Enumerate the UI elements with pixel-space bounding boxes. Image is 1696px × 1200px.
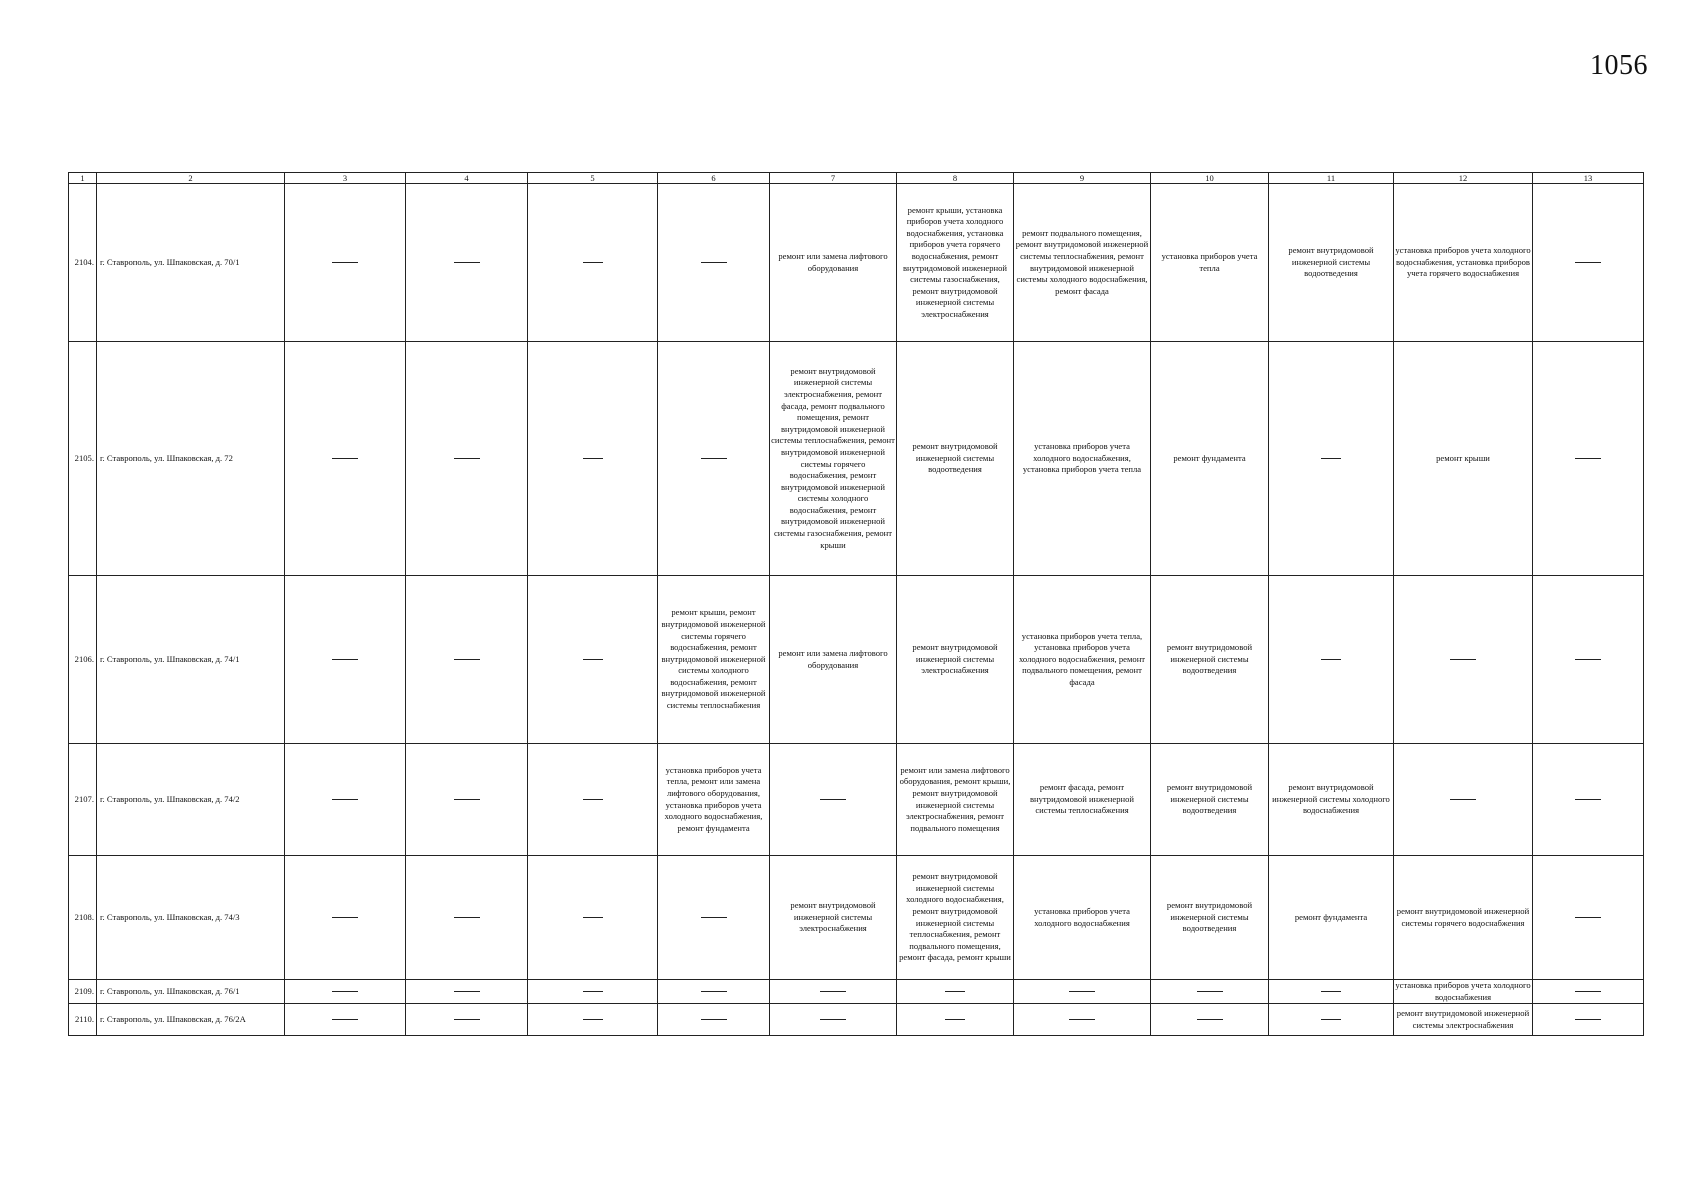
dash-mark bbox=[332, 659, 358, 660]
dash-mark bbox=[454, 917, 480, 918]
dash-mark bbox=[332, 262, 358, 263]
work-type-text: ремонт подвального помещения, ремонт внутридомовой инженерной системы теплоснабжения, ремонт внутридомовой инженерной системы холодного водоснабжения, ремонт фасада bbox=[1015, 227, 1149, 296]
work-type-text: ремонт фундамента bbox=[1173, 452, 1246, 463]
column-number-row bbox=[69, 173, 1644, 184]
dash-mark bbox=[583, 991, 603, 992]
work-type-cell bbox=[1014, 342, 1151, 576]
work-type-cell bbox=[1151, 342, 1269, 576]
dash-mark bbox=[332, 991, 358, 992]
dash-mark bbox=[454, 991, 480, 992]
work-type-cell bbox=[897, 856, 1014, 980]
empty-cell bbox=[1014, 980, 1151, 1004]
work-type-cell bbox=[770, 342, 897, 576]
empty-cell bbox=[285, 1004, 406, 1036]
empty-cell bbox=[1533, 856, 1644, 980]
column-number: 8 bbox=[897, 173, 1014, 184]
empty-cell bbox=[897, 1004, 1014, 1036]
empty-cell bbox=[528, 576, 658, 744]
work-type-cell bbox=[1014, 184, 1151, 342]
column-number: 2 bbox=[97, 173, 285, 184]
empty-cell bbox=[406, 744, 528, 856]
dash-mark bbox=[701, 1019, 727, 1020]
empty-cell bbox=[1269, 576, 1394, 744]
work-type-cell bbox=[1151, 576, 1269, 744]
empty-cell bbox=[528, 184, 658, 342]
dash-mark bbox=[820, 991, 846, 992]
empty-cell bbox=[1533, 1004, 1644, 1036]
work-type-text: ремонт или замена лифтового оборудования bbox=[778, 250, 888, 273]
dash-mark bbox=[701, 917, 727, 918]
empty-cell bbox=[658, 342, 770, 576]
empty-cell bbox=[1269, 342, 1394, 576]
empty-cell bbox=[285, 856, 406, 980]
table-row bbox=[69, 744, 1644, 856]
work-type-cell bbox=[1151, 856, 1269, 980]
column-number: 9 bbox=[1014, 173, 1151, 184]
work-type-text: ремонт или замена лифтового оборудования bbox=[778, 647, 888, 670]
work-type-cell bbox=[1394, 342, 1533, 576]
empty-cell bbox=[528, 980, 658, 1004]
empty-cell bbox=[1533, 576, 1644, 744]
row-number: 2105. bbox=[69, 342, 97, 576]
dash-mark bbox=[332, 799, 358, 800]
empty-cell bbox=[1269, 1004, 1394, 1036]
empty-cell bbox=[1533, 342, 1644, 576]
empty-cell bbox=[285, 744, 406, 856]
work-type-cell bbox=[1014, 744, 1151, 856]
dash-mark bbox=[1197, 991, 1223, 992]
dash-mark bbox=[1450, 659, 1476, 660]
address-cell: г. Ставрополь, ул. Шпаковская, д. 70/1 bbox=[97, 184, 285, 342]
empty-cell bbox=[1394, 744, 1533, 856]
work-type-text: ремонт внутридомовой инженерной системы водоотведения bbox=[912, 441, 998, 475]
work-type-cell bbox=[658, 744, 770, 856]
dash-mark bbox=[1197, 1019, 1223, 1020]
empty-cell bbox=[406, 184, 528, 342]
work-type-text: ремонт внутридомовой инженерной системы холодного водоснабжения bbox=[1272, 782, 1390, 816]
dash-mark bbox=[454, 262, 480, 263]
column-number: 6 bbox=[658, 173, 770, 184]
dash-mark bbox=[1575, 799, 1601, 800]
column-number: 7 bbox=[770, 173, 897, 184]
address-cell: г. Ставрополь, ул. Шпаковская, д. 74/1 bbox=[97, 576, 285, 744]
work-type-text: установка приборов учета тепла, ремонт или замена лифтового оборудования, установка приборов учета холодного водоснабжения, ремонт фундамента bbox=[664, 764, 763, 833]
dash-mark bbox=[1321, 659, 1341, 660]
empty-cell bbox=[658, 980, 770, 1004]
empty-cell bbox=[1533, 980, 1644, 1004]
empty-cell bbox=[1533, 744, 1644, 856]
work-type-text: ремонт фундамента bbox=[1294, 911, 1368, 922]
row-number: 2110. bbox=[69, 1004, 97, 1036]
empty-cell bbox=[406, 1004, 528, 1036]
dash-mark bbox=[1575, 262, 1601, 263]
address-cell: г. Ставрополь, ул. Шпаковская, д. 76/1 bbox=[97, 980, 285, 1004]
dash-mark bbox=[454, 659, 480, 660]
empty-cell bbox=[285, 342, 406, 576]
empty-cell bbox=[528, 744, 658, 856]
work-type-text: установка приборов учета холодного водоснабжения, установка приборов учета горячего водоснабжения bbox=[1395, 245, 1531, 279]
work-type-text: ремонт крыши, установка приборов учета холодного водоснабжения, установка приборов учета горячего водоснабжения, ремонт внутридомовой инженерной системы газоснабжения, ремонт внутридомовой инженерной системы электроснабжения bbox=[902, 204, 1008, 319]
work-type-text: установка приборов учета тепла, установка приборов учета холодного водоснабжения, ремонт подвального помещения, ремонт фасада bbox=[1018, 630, 1146, 687]
column-number: 12 bbox=[1394, 173, 1533, 184]
work-type-text: ремонт внутридомовой инженерной системы холодного водоснабжения, ремонт внутридомовой инженерной системы теплоснабжения, ремонт подвального помещения, ремонт фасада, ремонт крыши bbox=[899, 871, 1011, 963]
work-type-cell bbox=[897, 744, 1014, 856]
work-type-text: установка приборов учета тепла bbox=[1161, 250, 1258, 273]
dash-mark bbox=[583, 659, 603, 660]
column-number: 5 bbox=[528, 173, 658, 184]
dash-mark bbox=[454, 458, 480, 459]
empty-cell bbox=[1533, 184, 1644, 342]
column-number: 1 bbox=[69, 173, 97, 184]
dash-mark bbox=[583, 799, 603, 800]
page-number: 1056 bbox=[1590, 50, 1648, 81]
column-number: 13 bbox=[1533, 173, 1644, 184]
empty-cell bbox=[528, 1004, 658, 1036]
address-cell: г. Ставрополь, ул. Шпаковская, д. 72 bbox=[97, 342, 285, 576]
dash-mark bbox=[820, 1019, 846, 1020]
row-number: 2109. bbox=[69, 980, 97, 1004]
work-type-text: ремонт внутридомовой инженерной системы водоотведения bbox=[1166, 900, 1253, 934]
work-type-cell bbox=[770, 184, 897, 342]
table-row bbox=[69, 856, 1644, 980]
empty-cell bbox=[897, 980, 1014, 1004]
address-cell: г. Ставрополь, ул. Шпаковская, д. 74/3 bbox=[97, 856, 285, 980]
dash-mark bbox=[1575, 917, 1601, 918]
empty-cell bbox=[658, 184, 770, 342]
dash-mark bbox=[1575, 458, 1601, 459]
work-type-text: ремонт крыши, ремонт внутридомовой инженерной системы горячего водоснабжения, ремонт внутридомовой инженерной системы холодного водоснабжения, ремонт внутридомовой инженерной системы теплоснабжения bbox=[661, 607, 766, 711]
dash-mark bbox=[701, 262, 727, 263]
work-type-cell bbox=[658, 576, 770, 744]
empty-cell bbox=[285, 184, 406, 342]
dash-mark bbox=[332, 1019, 358, 1020]
empty-cell bbox=[770, 980, 897, 1004]
column-number: 10 bbox=[1151, 173, 1269, 184]
empty-cell bbox=[285, 576, 406, 744]
work-type-cell bbox=[1269, 184, 1394, 342]
work-type-text: ремонт фасада, ремонт внутридомовой инженерной системы теплоснабжения bbox=[1029, 782, 1135, 816]
work-type-cell bbox=[1151, 184, 1269, 342]
work-type-text: установка приборов учета холодного водоснабжения bbox=[1034, 905, 1130, 928]
work-type-cell bbox=[1394, 856, 1533, 980]
work-type-cell bbox=[897, 184, 1014, 342]
empty-cell bbox=[1151, 1004, 1269, 1036]
dash-mark bbox=[1321, 991, 1341, 992]
empty-cell bbox=[770, 1004, 897, 1036]
empty-cell bbox=[285, 980, 406, 1004]
dash-mark bbox=[1575, 1019, 1601, 1020]
dash-mark bbox=[332, 458, 358, 459]
work-type-cell bbox=[897, 576, 1014, 744]
work-type-text: ремонт внутридомовой инженерной системы водоотведения bbox=[1166, 642, 1253, 676]
work-type-cell bbox=[770, 856, 897, 980]
empty-cell bbox=[528, 856, 658, 980]
work-type-text: ремонт или замена лифтового оборудования, ремонт крыши, ремонт внутридомовой инженерной системы электроснабжения, ремонт подвального помещения bbox=[899, 764, 1011, 833]
table-row bbox=[69, 342, 1644, 576]
dash-mark bbox=[1321, 1019, 1341, 1020]
row-number: 2104. bbox=[69, 184, 97, 342]
empty-cell bbox=[1151, 980, 1269, 1004]
address-cell: г. Ставрополь, ул. Шпаковская, д. 74/2 bbox=[97, 744, 285, 856]
table-row bbox=[69, 1004, 1644, 1036]
empty-cell bbox=[658, 856, 770, 980]
dash-mark bbox=[820, 799, 846, 800]
empty-cell bbox=[406, 856, 528, 980]
work-type-cell bbox=[1394, 184, 1533, 342]
work-type-text: ремонт внутридомовой инженерной системы электроснабжения, ремонт фасада, ремонт подвального помещения, ремонт внутридомовой инженерной системы теплоснабжения, ремонт внутридомовой инженерной системы горячего водоснабжения, ремонт внутридомовой инженерной системы холодного водоснабжения, ремонт внутридомовой инженерной системы газоснабжения, ремонт крыши bbox=[771, 365, 895, 550]
empty-cell bbox=[1394, 576, 1533, 744]
dash-mark bbox=[1450, 799, 1476, 800]
dash-mark bbox=[583, 1019, 603, 1020]
dash-mark bbox=[1575, 659, 1601, 660]
work-type-cell bbox=[1151, 744, 1269, 856]
work-type-cell bbox=[897, 342, 1014, 576]
work-type-cell bbox=[770, 576, 897, 744]
work-type-text: ремонт крыши bbox=[1436, 452, 1490, 463]
empty-cell bbox=[528, 342, 658, 576]
dash-mark bbox=[1069, 1019, 1095, 1020]
dash-mark bbox=[583, 917, 603, 918]
work-type-text: установка приборов учета холодного водоснабжения bbox=[1395, 980, 1531, 1002]
work-type-text: ремонт внутридомовой инженерной системы электроснабжения bbox=[790, 900, 876, 934]
empty-cell bbox=[1014, 1004, 1151, 1036]
column-number: 11 bbox=[1269, 173, 1394, 184]
work-type-cell bbox=[1269, 744, 1394, 856]
dash-mark bbox=[454, 799, 480, 800]
work-type-text: ремонт внутридомовой инженерной системы электроснабжения bbox=[1396, 1008, 1530, 1030]
work-type-text: ремонт внутридомовой инженерной системы горячего водоснабжения bbox=[1396, 905, 1530, 928]
row-number: 2106. bbox=[69, 576, 97, 744]
work-type-cell bbox=[1394, 980, 1533, 1004]
table-row bbox=[69, 980, 1644, 1004]
repair-schedule-table bbox=[68, 172, 1644, 1036]
work-type-text: ремонт внутридомовой инженерной системы электроснабжения bbox=[912, 642, 998, 676]
dash-mark bbox=[583, 262, 603, 263]
column-number: 3 bbox=[285, 173, 406, 184]
work-type-text: ремонт внутридомовой инженерной системы водоотведения bbox=[1166, 782, 1253, 816]
column-number: 4 bbox=[406, 173, 528, 184]
dash-mark bbox=[583, 458, 603, 459]
row-number: 2108. bbox=[69, 856, 97, 980]
dash-mark bbox=[332, 917, 358, 918]
work-type-cell bbox=[1014, 856, 1151, 980]
dash-mark bbox=[945, 1019, 965, 1020]
work-type-cell bbox=[1394, 1004, 1533, 1036]
work-type-cell bbox=[1014, 576, 1151, 744]
empty-cell bbox=[1269, 980, 1394, 1004]
dash-mark bbox=[701, 991, 727, 992]
empty-cell bbox=[406, 342, 528, 576]
empty-cell bbox=[406, 576, 528, 744]
table-row bbox=[69, 576, 1644, 744]
empty-cell bbox=[406, 980, 528, 1004]
dash-mark bbox=[945, 991, 965, 992]
dash-mark bbox=[1069, 991, 1095, 992]
dash-mark bbox=[454, 1019, 480, 1020]
empty-cell bbox=[658, 1004, 770, 1036]
row-number: 2107. bbox=[69, 744, 97, 856]
work-type-text: ремонт внутридомовой инженерной системы водоотведения bbox=[1288, 245, 1374, 279]
dash-mark bbox=[1575, 991, 1601, 992]
work-type-cell bbox=[1269, 856, 1394, 980]
table-row bbox=[69, 184, 1644, 342]
empty-cell bbox=[770, 744, 897, 856]
work-type-text: установка приборов учета холодного водоснабжения, установка приборов учета тепла bbox=[1022, 441, 1142, 475]
dash-mark bbox=[1321, 458, 1341, 459]
address-cell: г. Ставрополь, ул. Шпаковская, д. 76/2А bbox=[97, 1004, 285, 1036]
dash-mark bbox=[701, 458, 727, 459]
